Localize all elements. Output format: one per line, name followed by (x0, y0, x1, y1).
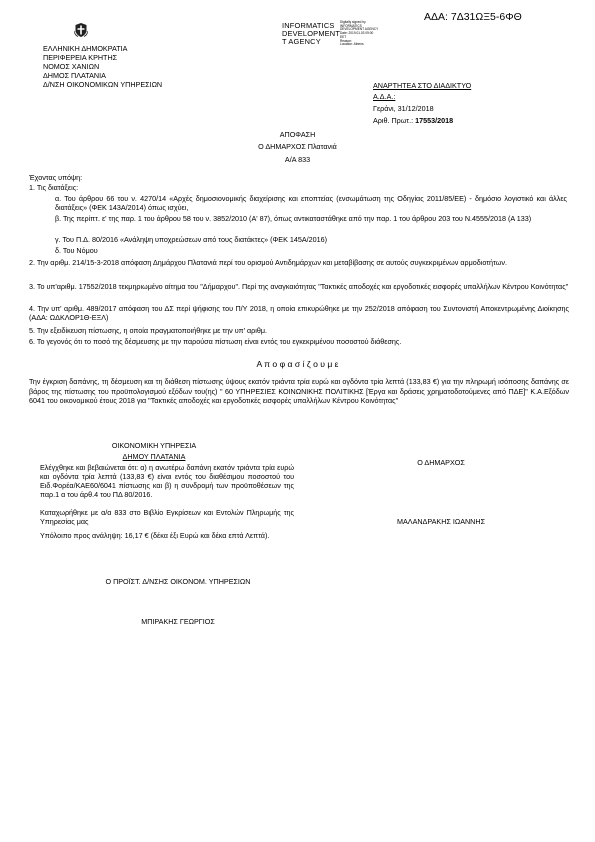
finance-director-label: Ο ΠΡΟΪΣΤ. Δ/ΝΣΗΣ ΟΙΚΟΝΟΜ. ΥΠΗΡΕΣΙΩΝ (105, 577, 251, 586)
authority-block (43, 44, 162, 89)
authority-line: ΠΕΡΙΦΕΡΕΙΑ ΚΡΗΤΗΣ (43, 53, 118, 62)
signature-stamp-title: INFORMATICS DEVELOPMENT T AGENCY (282, 21, 341, 46)
considerations-intro: Έχοντας υπόψη: (29, 173, 83, 182)
finance-remaining: Υπόλοιπο προς ανάληψη: 16,17 € (δέκα έξι Ευρώ και δέκα επτά Λεπτά). (40, 531, 270, 540)
ada-label: Α.Δ.Α.: (373, 92, 396, 101)
consideration-item-1c: γ. Του Π.Δ. 80/2016 «Ανάληψη υποχρεώσεων από τους διατάκτες» (ΦΕΚ 145Α/2016) (55, 235, 328, 244)
mayor-name: ΜΑΛΑΝΔΡΑΚΗΣ ΙΩΑΝΝΗΣ (396, 517, 486, 526)
finance-heading: ΟΙΚΟΝΟΜΙΚΗ ΥΠΗΡΕΣΙΑ (111, 441, 197, 450)
date-place: Γεράνι, 31/12/2018 (373, 104, 434, 113)
serial-number: Α/Α 833 (284, 155, 311, 164)
protocol-line (373, 116, 453, 125)
authority-line: Δ/ΝΣΗ ΟΙΚΟΝΟΜΙΚΩΝ ΥΠΗΡΕΣΙΩΝ (43, 80, 163, 89)
publish-note: ΑΝΑΡΤΗΤΕΑ ΣΤΟ ΔΙΑΔΙΚΤΥΟ (373, 81, 472, 90)
issuer-line: Ο ΔΗΜΑΡΧΟΣ Πλατανιά (258, 142, 337, 151)
protocol-number: 17553/2018 (415, 116, 454, 125)
protocol-label: Αριθ. Πρωτ.: (373, 116, 416, 125)
consideration-item-3: 3. Το υπ'αριθμ. 17552/2018 τεκμηριωμένο αίτημα του "Δήμαρχου". Περί της αναγκαιότητας "Τακτικές αποδοχές και εργοδοτικές εισφορές υπαλλήλων Κέντρου Κοινότητας" (29, 282, 569, 291)
decision-heading: Α π ο φ α σ ί ζ ο υ μ ε (256, 359, 339, 369)
authority-line: ΕΛΛΗΝΙΚΗ ΔΗΜΟΚΡΑΤΙΑ (43, 44, 128, 53)
mayor-label: Ο ΔΗΜΑΡΧΟΣ (417, 458, 465, 467)
finance-registration: Καταχωρήθηκε με α/α 833 στο Βιβλίο Εγκρίσεων και Εντολών Πληρωμής της Υπηρεσίας μας (40, 508, 294, 526)
decision-title: ΑΠΟΦΑΣΗ (279, 130, 316, 139)
consideration-item-1a: α. Του άρθρου 66 του ν. 4270/14 «Αρχές δημοσιονομικής διαχείρισης και εποπτείας (ενσωμάτωση της Οδηγίας 2011/85/ΕΕ) - δημόσιο λογιστικό και άλλες διατάξεις» (ΦΕΚ 143Α/2014) όπως ισχύει, (55, 194, 567, 212)
ada-code: ΑΔΑ: 7Δ31ΩΞ5-6ΦΘ (424, 11, 522, 23)
decision-text: Την έγκριση δαπάνης, τη δέσμευση και τη διάθεση πίστωσης ύψους εκατόν τριάντα τρία ευρώ και ογδόντα τρία λεπτά (133,83 €) για την πληρωμή ισόποσης δαπάνης σε βάρος της πίστωσης του προϋπολογισμού εξόδων του(ης) " 60 ΥΠΗΡΕΣΙΕΣ ΚΟΙΝΩΝΙΚΗΣ ΠΟΛΙΤΙΚΗΣ [Έργα και δράσεις χρηματοδοτούμενες από ΠΔΕ]" Κ.Α.Εξόδων 6041 του οικονομικού έτους 2018 για "Τακτικές αποδοχές και εργοδοτικές εισφορές υπαλλήλων Κέντρου Κοινότητας" (29, 377, 569, 406)
consideration-item-1: 1. Τις διατάξεις: (29, 183, 79, 192)
authority-line: ΔΗΜΟΣ ΠΛΑΤΑΝΙΑ (43, 71, 106, 80)
finance-verification: Ελέγχθηκε και βεβαιώνεται ότι: α) η ανωτέρω δαπάνη εκατόν τριάντα τρία ευρώ και ογδόντα τρία λεπτά (133,83 €) είναι εντός του διαθέσιμου ποσοστού του Ειδ.Φορέα/ΚΑΕ60/6041 πίστωσης και β) η συνδρομή των προϋποθέσεων της παρ.1 α του άρθ.4 του ΠΔ 80/2016. (40, 463, 294, 499)
consideration-item-1b: β. Της περίπτ. ε' της παρ. 1 του άρθρου 58 του ν. 3852/2010 (Α' 87), όπως αντικαταστάθηκε από την παρ. 1 του άρθρου 203 του Ν.4555/2018 (Α 133) (55, 214, 532, 223)
authority-line: ΝΟΜΟΣ ΧΑΝΙΩΝ (43, 62, 100, 71)
consideration-item-5: 5. Την εξειδίκευση πίστωσης, η οποία πραγματοποιήθηκε με την υπ' αριθμ. (29, 326, 267, 335)
signature-stamp-details: Digitally signed by INFORMATICS DEVELOPMENT AGENCY Date: 2019.01.03 09:00 EET Reason: Location: Athens (340, 20, 379, 47)
hellenic-emblem-icon (74, 22, 88, 38)
consideration-item-1d: δ. Του Νόμου (55, 246, 98, 255)
consideration-item-6: 6. Το γεγονός ότι το ποσό της δέσμευσης με την παρούσα πίστωση είναι εντός του εγκεκριμένου ποσοστού διάθεσης. (29, 337, 402, 346)
finance-subheading: ΔΗΜΟΥ ΠΛΑΤΑΝΙΑ (122, 452, 186, 461)
consideration-item-2: 2. Την αριθμ. 214/15-3-2018 απόφαση Δημάρχου Πλατανιά περί του ορισμού Αντιδημάρχων και μεταβίβασης σε αυτούς συγκεκριμένων αρμοδιοτήτων. (29, 258, 507, 267)
finance-director-name: ΜΠΙΡΑΚΗΣ ΓΕΩΡΓΙΟΣ (141, 617, 215, 626)
consideration-item-4: 4. Την υπ' αριθμ. 489/2017 απόφαση του ΔΣ περί ψήφισης του Π/Υ 2018, η οποία επικυρώθηκε με την 252/2018 απόφαση του Συντονιστή Αποκεντρωμένης Διοίκησης (ΑΔΑ: ΩΔΚΛΟΡ1Θ-ΕΞΛ) (29, 304, 569, 322)
